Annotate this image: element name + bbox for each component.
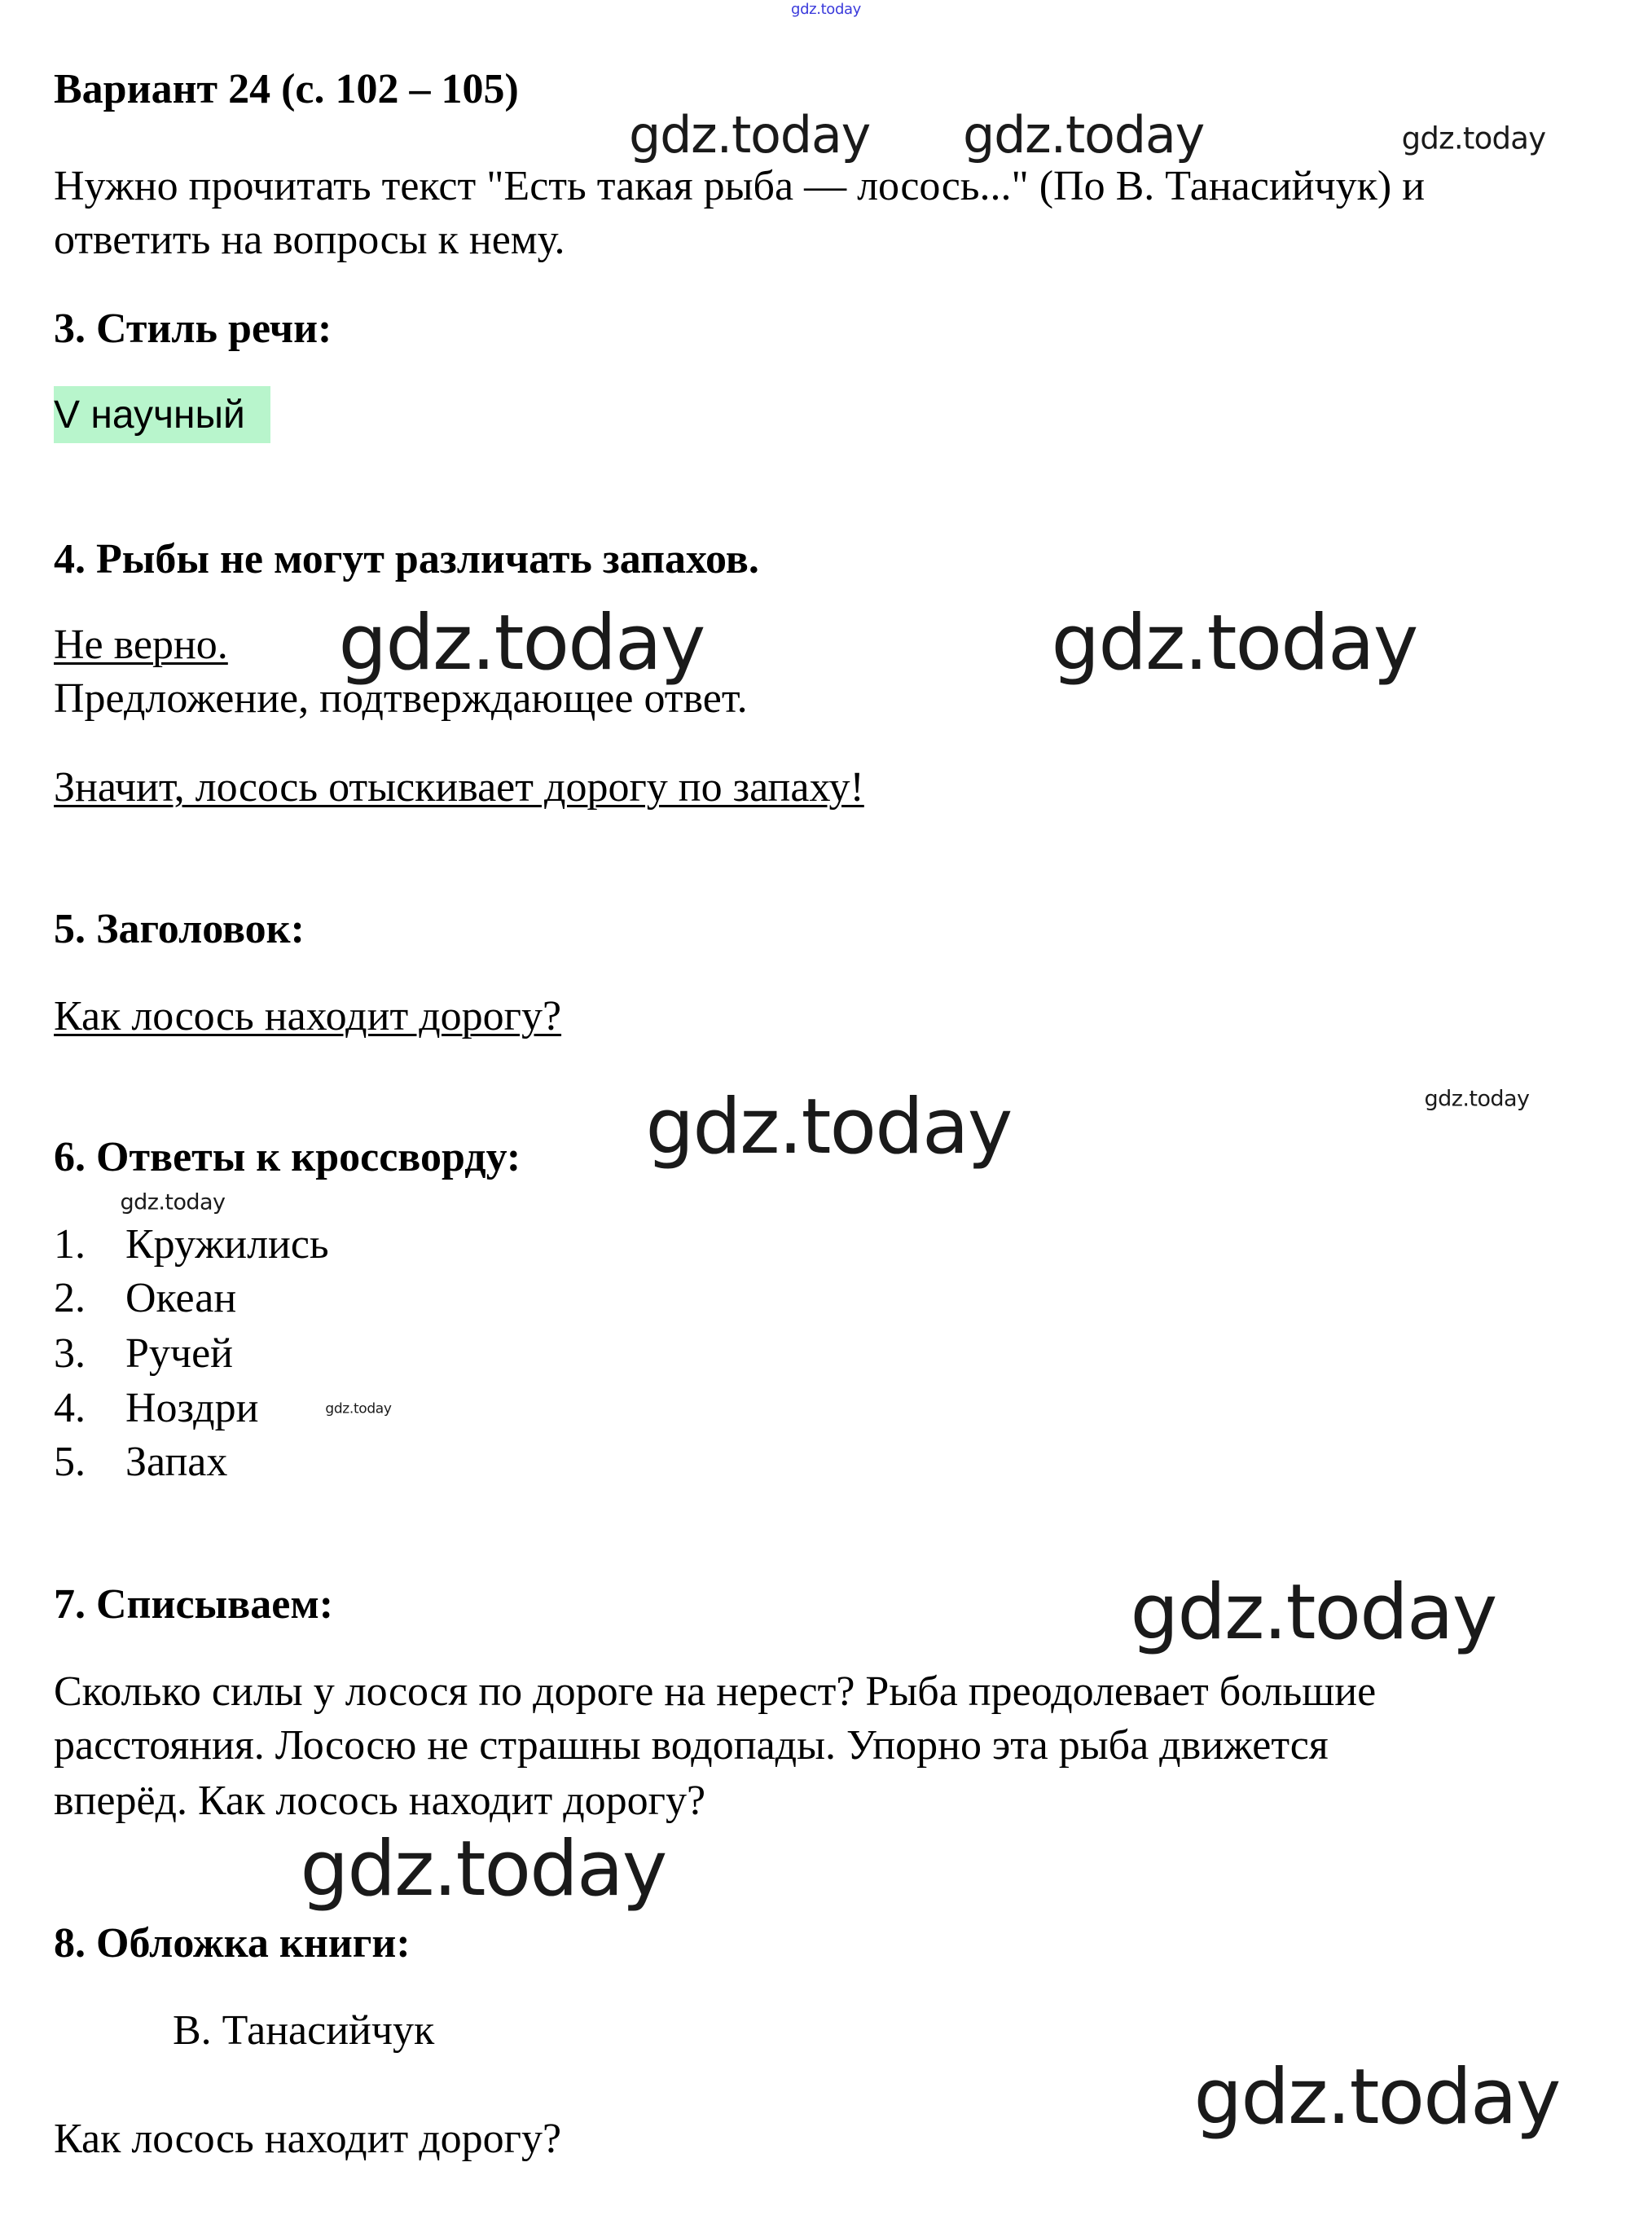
watermark: gdz.today (120, 1189, 226, 1215)
watermark: gdz.today (1051, 599, 1417, 688)
watermark: gdz.today (1130, 1568, 1496, 1657)
list-item: Запах (125, 1439, 228, 1485)
q8-heading: 8. Обложка книги: (54, 1920, 411, 1967)
q7-line-3: вперёд. Как лосось находит дорогу? (54, 1778, 706, 1824)
q7-line-1: Сколько силы у лосося по дороге на нерест? Рыба преодолевает большие (54, 1668, 1377, 1715)
list-item-number: 4. (54, 1385, 86, 1431)
q6-heading: 6. Ответы к кроссворду: (54, 1134, 521, 1180)
watermark: gdz.today (338, 599, 705, 688)
list-item-number: 5. (54, 1439, 86, 1485)
list-item-number: 2. (54, 1275, 86, 1321)
intro-line-1: Нужно прочитать текст "Есть такая рыба — лосось..." (По В. Танасийчук) и (54, 163, 1426, 209)
list-item: Ноздри (125, 1385, 259, 1431)
q5-heading: 5. Заголовок: (54, 906, 305, 952)
q4-heading: 4. Рыбы не могут различать запахов. (54, 536, 759, 582)
q4-answer: Не верно. (54, 622, 228, 668)
q4-sentence: Значит, лосось отыскивает дорогу по запаху! (54, 764, 864, 811)
watermark: gdz.today (1401, 121, 1546, 156)
q3-answer: V научный (54, 393, 245, 437)
watermark: gdz.today (645, 1083, 1012, 1171)
q7-line-2: расстояния. Лососю не страшны водопады. Упорно эта рыба движется (54, 1722, 1329, 1769)
page-title: Вариант 24 (с. 102 – 105) (54, 66, 519, 112)
watermark-top: gdz.today (791, 1, 861, 18)
watermark: gdz.today (962, 105, 1205, 165)
list-item-number: 3. (54, 1330, 86, 1377)
list-item-number: 1. (54, 1221, 86, 1268)
watermark: gdz.today (300, 1825, 666, 1914)
watermark: gdz.today (325, 1400, 392, 1417)
q4-label: Предложение, подтверждающее ответ. (54, 675, 748, 722)
watermark: gdz.today (1424, 1086, 1530, 1112)
list-item: Ручей (125, 1330, 233, 1377)
list-item: Кружились (125, 1221, 329, 1268)
book-title: Как лосось находит дорогу? (54, 2116, 562, 2162)
q5-answer: Как лосось находит дорогу? (54, 993, 562, 1039)
watermark: gdz.today (1193, 2053, 1560, 2142)
q7-heading: 7. Списываем: (54, 1581, 334, 1628)
watermark: gdz.today (628, 105, 871, 165)
q3-heading: 3. Стиль речи: (54, 305, 332, 352)
book-author: В. Танасийчук (173, 2007, 435, 2054)
intro-line-2: ответить на вопросы к нему. (54, 217, 565, 263)
list-item: Океан (125, 1275, 237, 1321)
